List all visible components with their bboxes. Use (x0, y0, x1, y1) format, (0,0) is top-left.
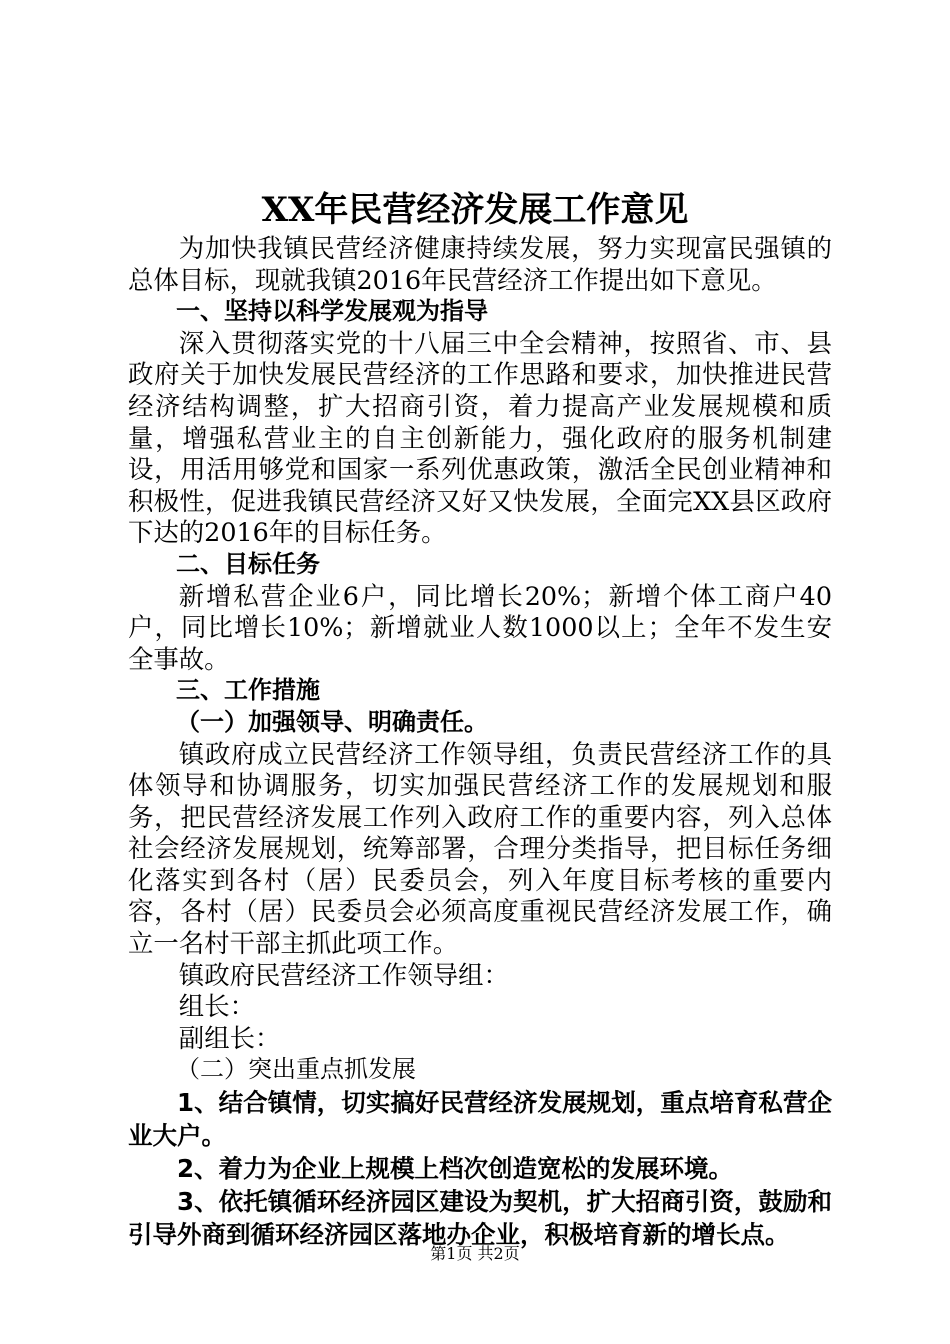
subsection-heading-1: （一）加强领导、明确责任。 (176, 707, 488, 736)
body-paragraph: 镇政府成立民营经济工作领导组，负责民营经济工作的具体领导和协调服务，切实加强民营经济工作的发展规划和服务，把民营经济发展工作列入政府工作的重要内容，列入总体社会经济发展规划，统筹部署，合理分类指导，把目标任务细化落实到各村（居）民委员会，列入年度目标考核的重要内容，各村（居）民委员会必须高度重视民营经济发展工作，确立一名村干部主抓此项工作。 (128, 738, 832, 959)
body-paragraph: 镇政府民营经济工作领导组： (178, 959, 509, 990)
body-paragraph: 深入贯彻落实党的十八届三中全会精神，按照省、市、县政府关于加快发展民营经济的工作思路和要求，加快推进民营经济结构调整，扩大招商引资，着力提高产业发展规模和质量，增强私营业主的自主创新能力，强化政府的服务机制建设，用活用够党和国家一系列优惠政策，激活全民创业精神和积极性，促进我镇民营经济又好又快发展，全面完XX县区政府下达的2016年的目标任务。 (128, 327, 832, 548)
intro-paragraph: 为加快我镇民营经济健康持续发展，努力实现富民强镇的总体目标，现就我镇2016年民营经济工作提出如下意见。 (128, 233, 832, 295)
document-title: XX年民营经济发展工作意见 (261, 190, 689, 230)
section-heading-3: 三、工作措施 (176, 676, 320, 705)
page-footer: 第1页 共2页 (430, 1244, 520, 1263)
section-heading-1: 一、坚持以科学发展观为指导 (176, 297, 488, 326)
list-item: 3、依托镇循环经济园区建设为契机，扩大招商引资，鼓励和引导外商到循环经济园区落地办企业，积极培育新的增长点。 (128, 1187, 832, 1250)
body-paragraph: 组长： (178, 991, 255, 1022)
subsection-heading-2: （二）突出重点抓发展 (176, 1055, 416, 1084)
list-item: 2、着力为企业上规模上档次创造宽松的发展环境。 (177, 1154, 734, 1184)
section-heading-2: 二、目标任务 (176, 549, 320, 578)
body-paragraph: 副组长： (178, 1022, 281, 1053)
list-item: 1、结合镇情，切实搞好民营经济发展规划，重点培育私营企业大户。 (128, 1088, 832, 1151)
document-body (128, 233, 832, 1251)
body-paragraph: 新增私营企业6户，同比增长20%；新增个体工商户40户，同比增长10%；新增就业人数1000以上；全年不发生安全事故。 (128, 580, 832, 674)
